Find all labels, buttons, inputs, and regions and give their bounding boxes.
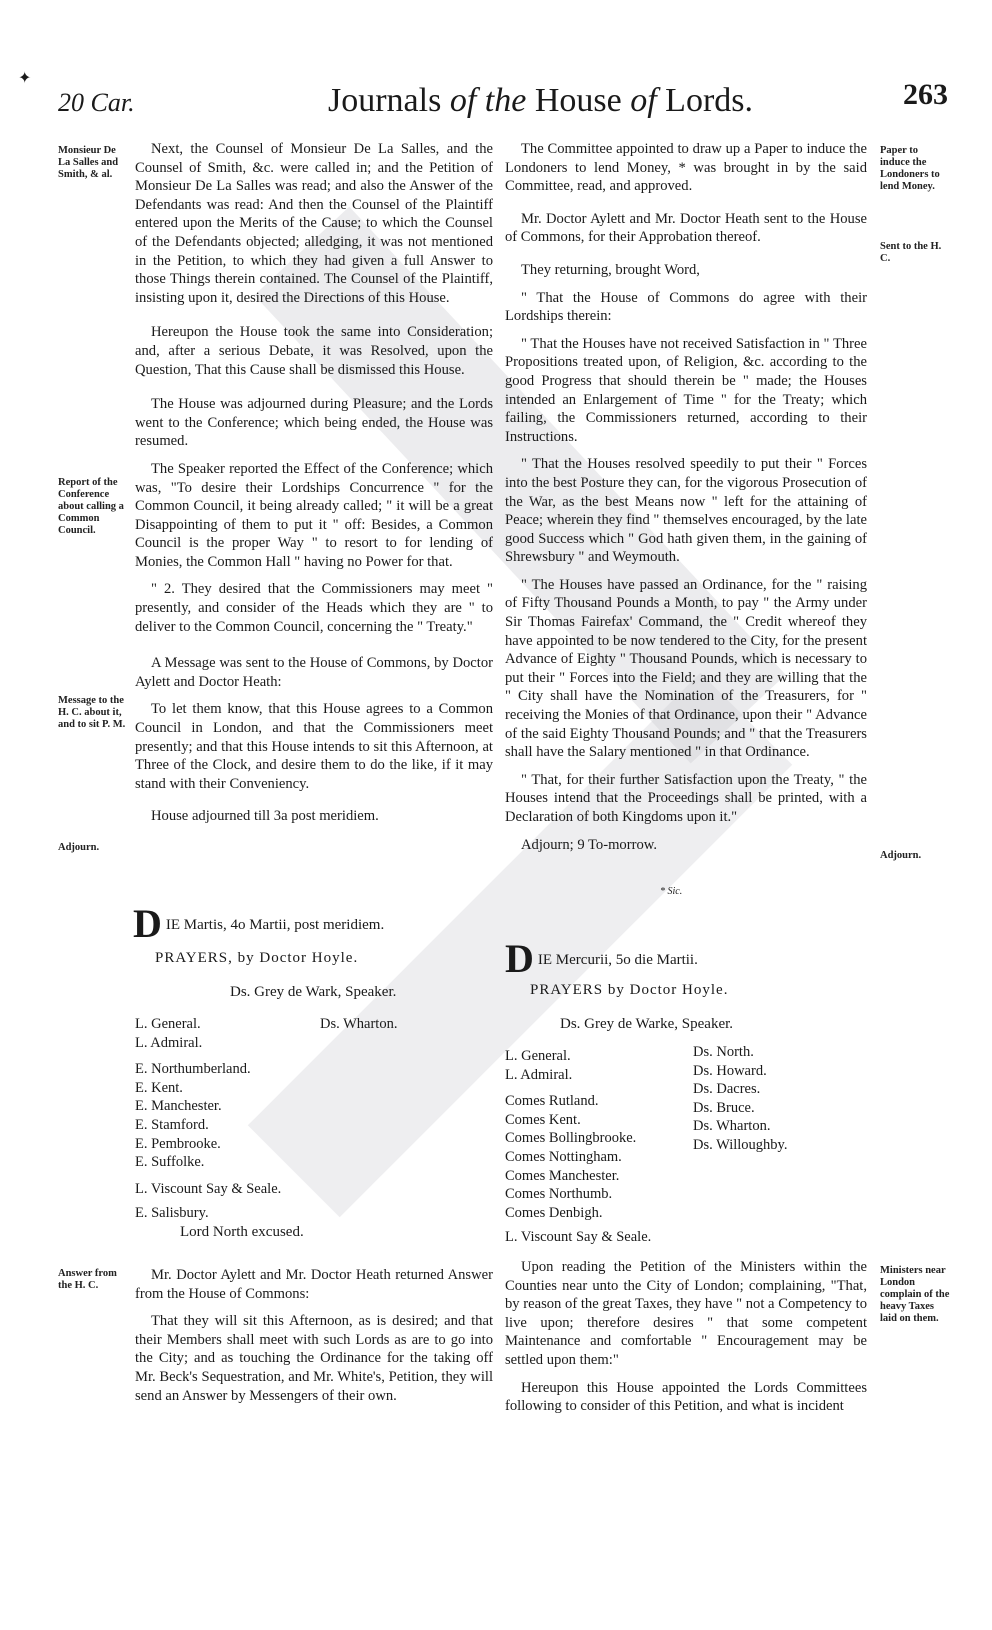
paragraph: " That the Houses resolved speedily to put their " Forces into the best Posture they can, for the vigorous Prosecution of the War, as the best Means now " left for the attaining of Peace; wherein they find " themselves encouraged, by the late good Success which " God hath given them, in the gaining of Shrewsbury " and Weymouth. (505, 456, 867, 566)
prayers-line: PRAYERS, by Doctor Hoyle. (155, 950, 359, 966)
paragraph: The House was adjourned during Pleasure; and the Lords went to the Conference; which being ended, the House was resumed. (135, 396, 493, 450)
attendance-list: L. General. L. Admiral. E. Northumberland. E. Kent. E. Manchester. E. Stamford. E. Pembrooke. E. Suffolke. L. Viscount Say & Seale. E. Salisbury. (135, 1016, 282, 1222)
ink-mark: ✦ (18, 70, 32, 87)
paragraph: Next, the Counsel of Monsieur De La Salles, and the Counsel of Smith, &c. were called in; and the Petition of Monsieur De La Salles was read; and also the Answer of the Defendants was read: And then the Counsel of the Plaintiff entered upon the Merits of the Cause; to which the Counsel of the Defendants objected; alledging, it was not mentioned in the Petition, to which they had given a full Answer to those Things therein contained. The Counsel of the Plaintiff, insisting upon it, desired the Directions of this House. (135, 141, 493, 306)
paragraph: The Speaker reported the Effect of the Conference; which was, "To desire their Lordships Concurrence " for the Common Council, it being already called; " it will be a great Disappointing of them to put it " off: Besides, a Common Council is the proper Way " to resort to for lending of Monies, the Common Hall " having no Power for that. (135, 460, 493, 570)
page-header (58, 62, 948, 132)
footnote: * Sic. (660, 886, 683, 897)
margin-note: Sent to the H. C. (880, 241, 942, 264)
paragraph: Adjourn; 9 To-morrow. (521, 836, 657, 853)
paragraph: " That the House of Commons do agree with their Lordships therein: (505, 289, 867, 325)
excused-line: Lord North excused. (180, 1224, 304, 1240)
margin-note: Answer from the H. C. (58, 1268, 117, 1291)
margin-note: Message to the H. C. about it, and to sit P. M. (58, 695, 126, 730)
margin-note: Report of the Conference about calling a Common Council. (58, 477, 124, 536)
sitting-heading: DIE Martis, 4o Martii, post meridiem. (133, 901, 385, 946)
margin-note: Adjourn. (880, 850, 922, 861)
right-column-lower (505, 1258, 867, 1425)
paragraph: Hereupon the House took the same into Consideration; and, after a serious Debate, it was Resolved, upon the Question, That this Cause shall be dismissed this House. (135, 324, 493, 378)
right-column-upper (505, 140, 867, 863)
attendance-list: L. General. L. Admiral. Comes Rutland. Comes Kent. Comes Bollingbrooke. Comes Nottingham. Comes Manchester. Comes Northumb. Comes Denbigh. L. Viscount Say & Seale. (505, 1048, 652, 1246)
paragraph: Mr. Doctor Aylett and Mr. Doctor Heath returned Answer from the House of Commons: (135, 1267, 493, 1302)
paragraph: Mr. Doctor Aylett and Mr. Doctor Heath sent to the House of Commons, for their Approbation thereof. (505, 210, 867, 246)
margin-note: Monsieur De La Salles and Smith, & al. (58, 145, 119, 180)
margin-note: Ministers near London complain of the heavy Taxes laid on them. (880, 1265, 950, 1324)
paragraph: That they will sit this Afternoon, as is desired; and that their Members shall meet with such Lords as are to go into the City; and as touching the Ordinance for the taking off Mr. Beck's Sequestration, and Mr. White's, Petition, they will send an Answer by Messengers of their own. (135, 1313, 493, 1404)
paragraph: House adjourned till 3a post meridiem. (151, 808, 379, 825)
attendance-list: Ds. North. Ds. Howard. Ds. Dacres. Ds. Bruce. Ds. Wharton. Ds. Willoughby. (693, 1044, 788, 1153)
paragraph: " That, for their further Satisfaction upon the Treaty, " the Houses intend that the Proceedings shall be printed, with a Declaration of both Kingdoms upon it." (505, 771, 867, 825)
paragraph: They returning, brought Word, (521, 261, 700, 278)
speaker-line: Ds. Grey de Warke, Speaker. (560, 1016, 734, 1032)
paragraph: Upon reading the Petition of the Ministers within the Counties near unto the City of London; complaining, "That, by reason of the great Taxes, they have " not a Competency to live upon; therefore desires " that some competent Maintenance and comfortable " Encouragement may be settled upon them:" (505, 1259, 867, 1368)
paragraph: " The Houses have passed an Ordinance, for the " raising of Fifty Thousand Pounds a Month, to pay " the Army under Sir Thomas Fairefax' Command, the " Credit whereof they have appointed to be now tendered to the City, for the present Advance of Eighty " Thousand Pounds, which is necessary to put their " Forces into the Field; and they are willing that the " City shall have the Nomination of the Treasurers, for " receiving the Monies of that Ordinance, upon their " Advance of the said Eighty Thousand Pounds; and " that the Treasurers shall have the Salary mentioned " in that Ordinance. (505, 576, 867, 761)
paragraph: Hereupon this House appointed the Lords Committees following to consider of this Petition, and what is incident (505, 1379, 867, 1415)
prayers-line: PRAYERS by Doctor Hoyle. (530, 982, 729, 998)
paragraph: The Committee appointed to draw up a Paper to induce the Londoners to lend Money, * was brought in by the said Committee, read, and approved. (505, 141, 867, 195)
running-title: Journals of the House of Lords. (328, 82, 753, 119)
sitting-heading: DIE Mercurii, 5o die Martii. (505, 936, 698, 981)
paragraph: " 2. They desired that the Commissioners may meet " presently, and consider of the Heads which they are " to deliver to the Common Council, concerning the " Treaty." (135, 581, 493, 635)
attendance-list: Ds. Wharton. (320, 1016, 398, 1032)
paragraph: " That the Houses have not received Satisfaction in " Three Propositions treated upon, of Religion, &c. according to the good Progress that should therein be " made; the Houses intended an Enlargement of Time " for the Treaty; which failing, the Commissioners returned, according to their Instructions. (505, 335, 867, 445)
speaker-line: Ds. Grey de Wark, Speaker. (230, 984, 397, 1000)
left-column-upper (135, 140, 493, 835)
regnal-year: 20 Car. (58, 88, 135, 117)
margin-note: Adjourn. (58, 842, 100, 853)
left-column-lower (135, 1266, 493, 1414)
paragraph: A Message was sent to the House of Commons, by Doctor Aylett and Doctor Heath: (135, 655, 493, 690)
margin-note: Paper to induce the Londoners to lend Money. (880, 145, 940, 192)
page-number: 263 (903, 78, 948, 111)
paragraph: To let them know, that this House agrees to a Common Council in London, and that the Commissioners meet presently; and that this House intends to sit this Afternoon, at Three of the Clock, and desire them to do the like, if it may stand with their Conveniency. (135, 701, 493, 792)
